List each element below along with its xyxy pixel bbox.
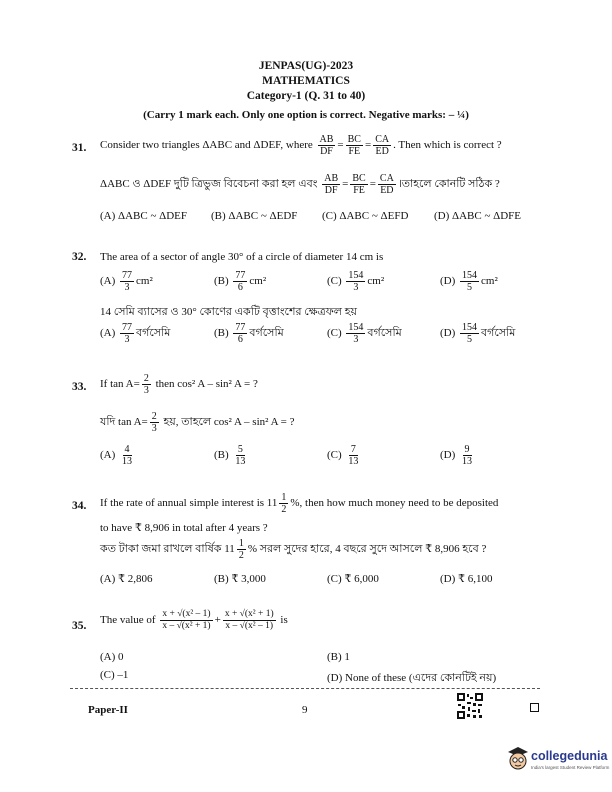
q31-option-b[interactable]: (B) ΔABC ~ ΔEDF — [211, 210, 298, 222]
q33-option-b[interactable]: (B) $\frac{5}{13}$ — [214, 444, 246, 467]
q34-bengali: কত টাকা জমা রাখলে বার্ষিক 11 $\frac{1}{2}$ % সরল সুদের হারে, 4 বছরে সুদে আসলে ₹ 8,906 হবে ? — [100, 538, 487, 561]
q31-frac-ab-df: $\frac{AB}{DF}$ — [319, 134, 334, 157]
q34-english-line2: to have ₹ 8,906 in total after 4 years ? — [100, 522, 268, 534]
brand-tagline: India's largest Student Review Platform — [531, 765, 610, 770]
q31-en-post: . Then which is correct ? — [393, 139, 502, 152]
collegedunia-mascot-icon — [506, 746, 530, 772]
q31-frac-ca-ed: $\frac{CA}{ED}$ — [375, 134, 390, 157]
q32-bn-option-c[interactable]: (C) $\frac{154}{3}$ বর্গসেমি — [327, 322, 402, 345]
paper-label: Paper-II — [88, 704, 128, 716]
q31-english: Consider two triangles ΔABC and ΔDEF, where $\frac{AB}{DF}$ = $\frac{BC}{FE}$ = $\frac{CA}{ED}$ . Then which is correct ? — [100, 134, 502, 157]
q33-option-a[interactable]: (A) $\frac{4}{13}$ — [100, 444, 133, 467]
footer-divider — [70, 688, 540, 689]
q32-option-d[interactable]: (D) $\frac{154}{5}$ cm² — [440, 270, 498, 293]
exam-title: JENPAS(UG)-2023 — [258, 60, 354, 72]
brand-name: collegedunia — [531, 749, 608, 763]
q33-option-c[interactable]: (C) $\frac{7}{13}$ — [327, 444, 359, 467]
q34-option-b[interactable]: (B) ₹ 3,000 — [214, 573, 266, 585]
q35-option-a[interactable]: (A) 0 — [100, 651, 124, 663]
q32-bn-option-b[interactable]: (B) $\frac{77}{6}$ বর্গসেমি — [214, 322, 284, 345]
q31-bn-post: ।তাহলে কোনটি সঠিক ? — [397, 178, 500, 191]
q34-option-d[interactable]: (D) ₹ 6,100 — [440, 573, 493, 585]
q31-bn-frac-3: $\frac{CA}{ED}$ — [379, 173, 394, 196]
q31-bengali: ΔABC ও ΔDEF দুটি ত্রিভুজ বিবেচনা করা হল এবং $\frac{AB}{DF}$ = $\frac{BC}{FE}$ = $\frac{CA}{ED}$ ।তাহলে কোনটি সঠিক ? — [100, 173, 500, 196]
checkbox-square-icon — [530, 703, 539, 712]
q31-number: 31. — [72, 142, 87, 154]
q35-option-c[interactable]: (C) –1 — [100, 669, 129, 681]
q34-english: If the rate of annual simple interest is 11 $\frac{1}{2}$ %, then how much money need to be deposited — [100, 492, 499, 515]
q32-bengali: 14 সেমি ব্যাসের ও 30° কোণের একটি বৃত্তাংশের ক্ষেত্রফল হয় — [100, 306, 357, 318]
q31-bn-frac-1: $\frac{AB}{DF}$ — [324, 173, 339, 196]
q31-frac-bc-fe: $\frac{BC}{FE}$ — [347, 134, 361, 157]
category-title: Category-1 (Q. 31 to 40) — [246, 90, 366, 102]
q33-bengali: যদি tan A= $\frac{2}{3}$ হয়, তাহলে cos² A – sin² A = ? — [100, 411, 295, 434]
q32-english: The area of a sector of angle 30° of a circle of diameter 14 cm is — [100, 251, 384, 263]
q35-en-post: is — [280, 614, 288, 627]
instructions: (Carry 1 mark each. Only one option is correct. Negative marks: – ¼) — [143, 109, 469, 121]
q33-option-d[interactable]: (D) $\frac{9}{13}$ — [440, 444, 473, 467]
q35-term-1: $\frac{\text{x + √(x² – 1)}}{\text{x – √(x² + 1)}}$ — [162, 609, 211, 631]
q31-option-c[interactable]: (C) ΔABC ~ ΔEFD — [322, 210, 409, 222]
page-number: 9 — [302, 704, 308, 716]
q32-option-a[interactable]: (A) $\frac{77}{3}$ cm² — [100, 270, 153, 293]
q34-option-c[interactable]: (C) ₹ 6,000 — [327, 573, 379, 585]
q31-option-d[interactable]: (D) ΔABC ~ ΔDFE — [434, 210, 522, 222]
subject-title: MATHEMATICS — [262, 75, 350, 87]
q35-option-b[interactable]: (B) 1 — [327, 651, 350, 663]
q31-en-text: Consider two triangles ΔABC and ΔDEF, where — [100, 139, 313, 152]
q35-en-text: The value of — [100, 614, 156, 627]
q33-number: 33. — [72, 381, 87, 393]
q31-bn-frac-2: $\frac{BC}{FE}$ — [352, 173, 366, 196]
q35-option-d[interactable]: (D) None of these (এদের কোনটিই নয়) — [327, 672, 497, 684]
q32-bn-option-d[interactable]: (D) $\frac{154}{5}$ বর্গসেমি — [440, 322, 516, 345]
q35-number: 35. — [72, 620, 87, 632]
q32-bn-option-a[interactable]: (A) $\frac{77}{3}$ বর্গসেমি — [100, 322, 171, 345]
q33-english: If tan A= $\frac{2}{3}$ then cos² A – sin² A = ? — [100, 373, 258, 396]
q34-number: 34. — [72, 500, 87, 512]
q32-number: 32. — [72, 251, 87, 263]
q31-bn-text: ΔABC ও ΔDEF দুটি ত্রিভুজ বিবেচনা করা হল এবং — [100, 178, 318, 191]
q35-term-2: $\frac{\text{x + √(x² + 1)}}{\text{x – √(x² – 1)}}$ — [224, 609, 274, 631]
q35-english — [100, 609, 288, 632]
q34-option-a[interactable]: (A) ₹ 2,806 — [100, 573, 153, 585]
q35-plus: + — [214, 614, 221, 627]
qr-code-icon — [456, 692, 484, 720]
q31-option-a[interactable]: (A) ΔABC ~ ΔDEF — [100, 210, 188, 222]
q32-option-c[interactable]: (C) $\frac{154}{3}$ cm² — [327, 270, 385, 293]
q32-option-b[interactable]: (B) $\frac{77}{6}$ cm² — [214, 270, 267, 293]
